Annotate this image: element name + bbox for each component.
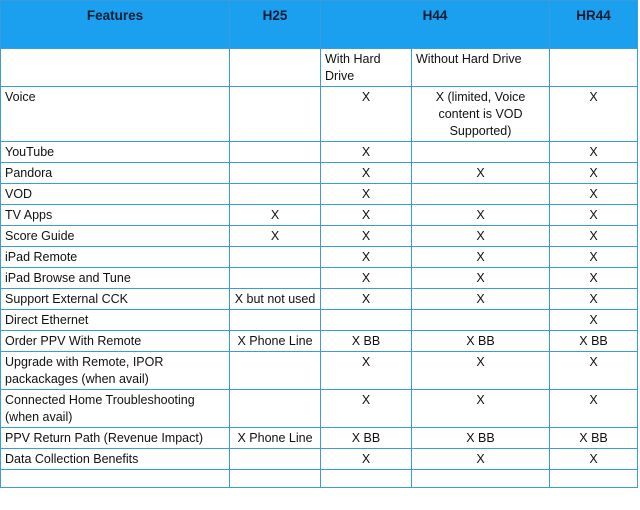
hr44-cell: X <box>550 163 638 184</box>
h44-without-hd-cell <box>412 310 550 331</box>
h44-with-hd-cell: X <box>321 449 412 470</box>
h44-without-hd-cell: X <box>412 205 550 226</box>
hr44-cell: X BB <box>550 331 638 352</box>
h25-cell <box>230 268 321 289</box>
h44-without-hd-cell: X <box>412 226 550 247</box>
hr44-cell: X <box>550 449 638 470</box>
h25-cell <box>230 142 321 163</box>
empty-cell <box>550 49 638 87</box>
h44-with-hd-cell: X <box>321 268 412 289</box>
hr44-cell: X <box>550 289 638 310</box>
h44-with-hd-cell: X <box>321 352 412 390</box>
feature-cell: VOD <box>1 184 230 205</box>
table-row <box>1 142 638 163</box>
h25-cell <box>230 352 321 390</box>
empty-cell <box>230 49 321 87</box>
table-row <box>1 310 638 331</box>
feature-cell: Score Guide <box>1 226 230 247</box>
feature-cell: Direct Ethernet <box>1 310 230 331</box>
feature-cell: Pandora <box>1 163 230 184</box>
hr44-cell: X <box>550 268 638 289</box>
h44-without-hd-cell: X (limited, Voice content is VOD Supported) <box>412 87 550 142</box>
h44-without-hd-cell: X <box>412 390 550 428</box>
h44-without-hd-cell: X <box>412 289 550 310</box>
empty-cell <box>550 470 638 488</box>
h44-with-hd-cell: X <box>321 87 412 142</box>
h25-cell: X Phone Line <box>230 428 321 449</box>
header-h44: H44 <box>321 1 550 49</box>
h25-cell <box>230 247 321 268</box>
blank-row <box>1 470 638 488</box>
h44-with-hd-cell: X BB <box>321 331 412 352</box>
subheader-row <box>1 49 638 87</box>
feature-cell: iPad Remote <box>1 247 230 268</box>
table-row <box>1 226 638 247</box>
hr44-cell: X <box>550 184 638 205</box>
h25-cell <box>230 310 321 331</box>
table-row <box>1 87 638 142</box>
h44-without-hd-cell <box>412 142 550 163</box>
subheader-with-hard-drive: With Hard Drive <box>321 49 412 87</box>
feature-cell: TV Apps <box>1 205 230 226</box>
h25-cell <box>230 163 321 184</box>
empty-cell <box>1 470 230 488</box>
h44-without-hd-cell <box>412 184 550 205</box>
hr44-cell: X <box>550 390 638 428</box>
table-row <box>1 184 638 205</box>
feature-cell: YouTube <box>1 142 230 163</box>
empty-cell <box>230 470 321 488</box>
hr44-cell: X <box>550 87 638 142</box>
h25-cell: X <box>230 205 321 226</box>
feature-cell: Support External CCK <box>1 289 230 310</box>
h44-with-hd-cell: X <box>321 390 412 428</box>
header-h25: H25 <box>230 1 321 49</box>
table-row <box>1 163 638 184</box>
empty-cell <box>1 49 230 87</box>
feature-cell: Connected Home Troubleshooting (when avail) <box>1 390 230 428</box>
table-row <box>1 428 638 449</box>
h25-cell <box>230 449 321 470</box>
h44-with-hd-cell: X BB <box>321 428 412 449</box>
feature-cell: Data Collection Benefits <box>1 449 230 470</box>
h44-without-hd-cell: X BB <box>412 428 550 449</box>
table-row <box>1 390 638 428</box>
header-features: Features <box>1 1 230 49</box>
header-row <box>1 1 638 49</box>
feature-cell: Voice <box>1 87 230 142</box>
hr44-cell: X BB <box>550 428 638 449</box>
feature-cell: PPV Return Path (Revenue Impact) <box>1 428 230 449</box>
table-row <box>1 205 638 226</box>
hr44-cell: X <box>550 247 638 268</box>
feature-cell: Order PPV With Remote <box>1 331 230 352</box>
header-hr44: HR44 <box>550 1 638 49</box>
h44-without-hd-cell: X <box>412 449 550 470</box>
hr44-cell: X <box>550 142 638 163</box>
h44-without-hd-cell: X <box>412 247 550 268</box>
h44-with-hd-cell: X <box>321 247 412 268</box>
hr44-cell: X <box>550 352 638 390</box>
table-row <box>1 247 638 268</box>
empty-cell <box>321 470 412 488</box>
h44-with-hd-cell: X <box>321 289 412 310</box>
hr44-cell: X <box>550 310 638 331</box>
h44-without-hd-cell: X <box>412 352 550 390</box>
subheader-without-hard-drive: Without Hard Drive <box>412 49 550 87</box>
table-row <box>1 331 638 352</box>
h44-with-hd-cell: X <box>321 184 412 205</box>
h44-with-hd-cell <box>321 310 412 331</box>
h44-with-hd-cell: X <box>321 226 412 247</box>
table-row <box>1 449 638 470</box>
h25-cell: X Phone Line <box>230 331 321 352</box>
h44-with-hd-cell: X <box>321 142 412 163</box>
h44-without-hd-cell: X BB <box>412 331 550 352</box>
h25-cell <box>230 87 321 142</box>
empty-cell <box>412 470 550 488</box>
table-row <box>1 268 638 289</box>
hr44-cell: X <box>550 205 638 226</box>
h25-cell <box>230 184 321 205</box>
feature-cell: Upgrade with Remote, IPOR packackages (when avail) <box>1 352 230 390</box>
feature-cell: iPad Browse and Tune <box>1 268 230 289</box>
h25-cell: X <box>230 226 321 247</box>
table-row <box>1 352 638 390</box>
h25-cell: X but not used <box>230 289 321 310</box>
h44-with-hd-cell: X <box>321 163 412 184</box>
hr44-cell: X <box>550 226 638 247</box>
table-row <box>1 289 638 310</box>
h44-with-hd-cell: X <box>321 205 412 226</box>
h25-cell <box>230 390 321 428</box>
h44-without-hd-cell: X <box>412 163 550 184</box>
h44-without-hd-cell: X <box>412 268 550 289</box>
